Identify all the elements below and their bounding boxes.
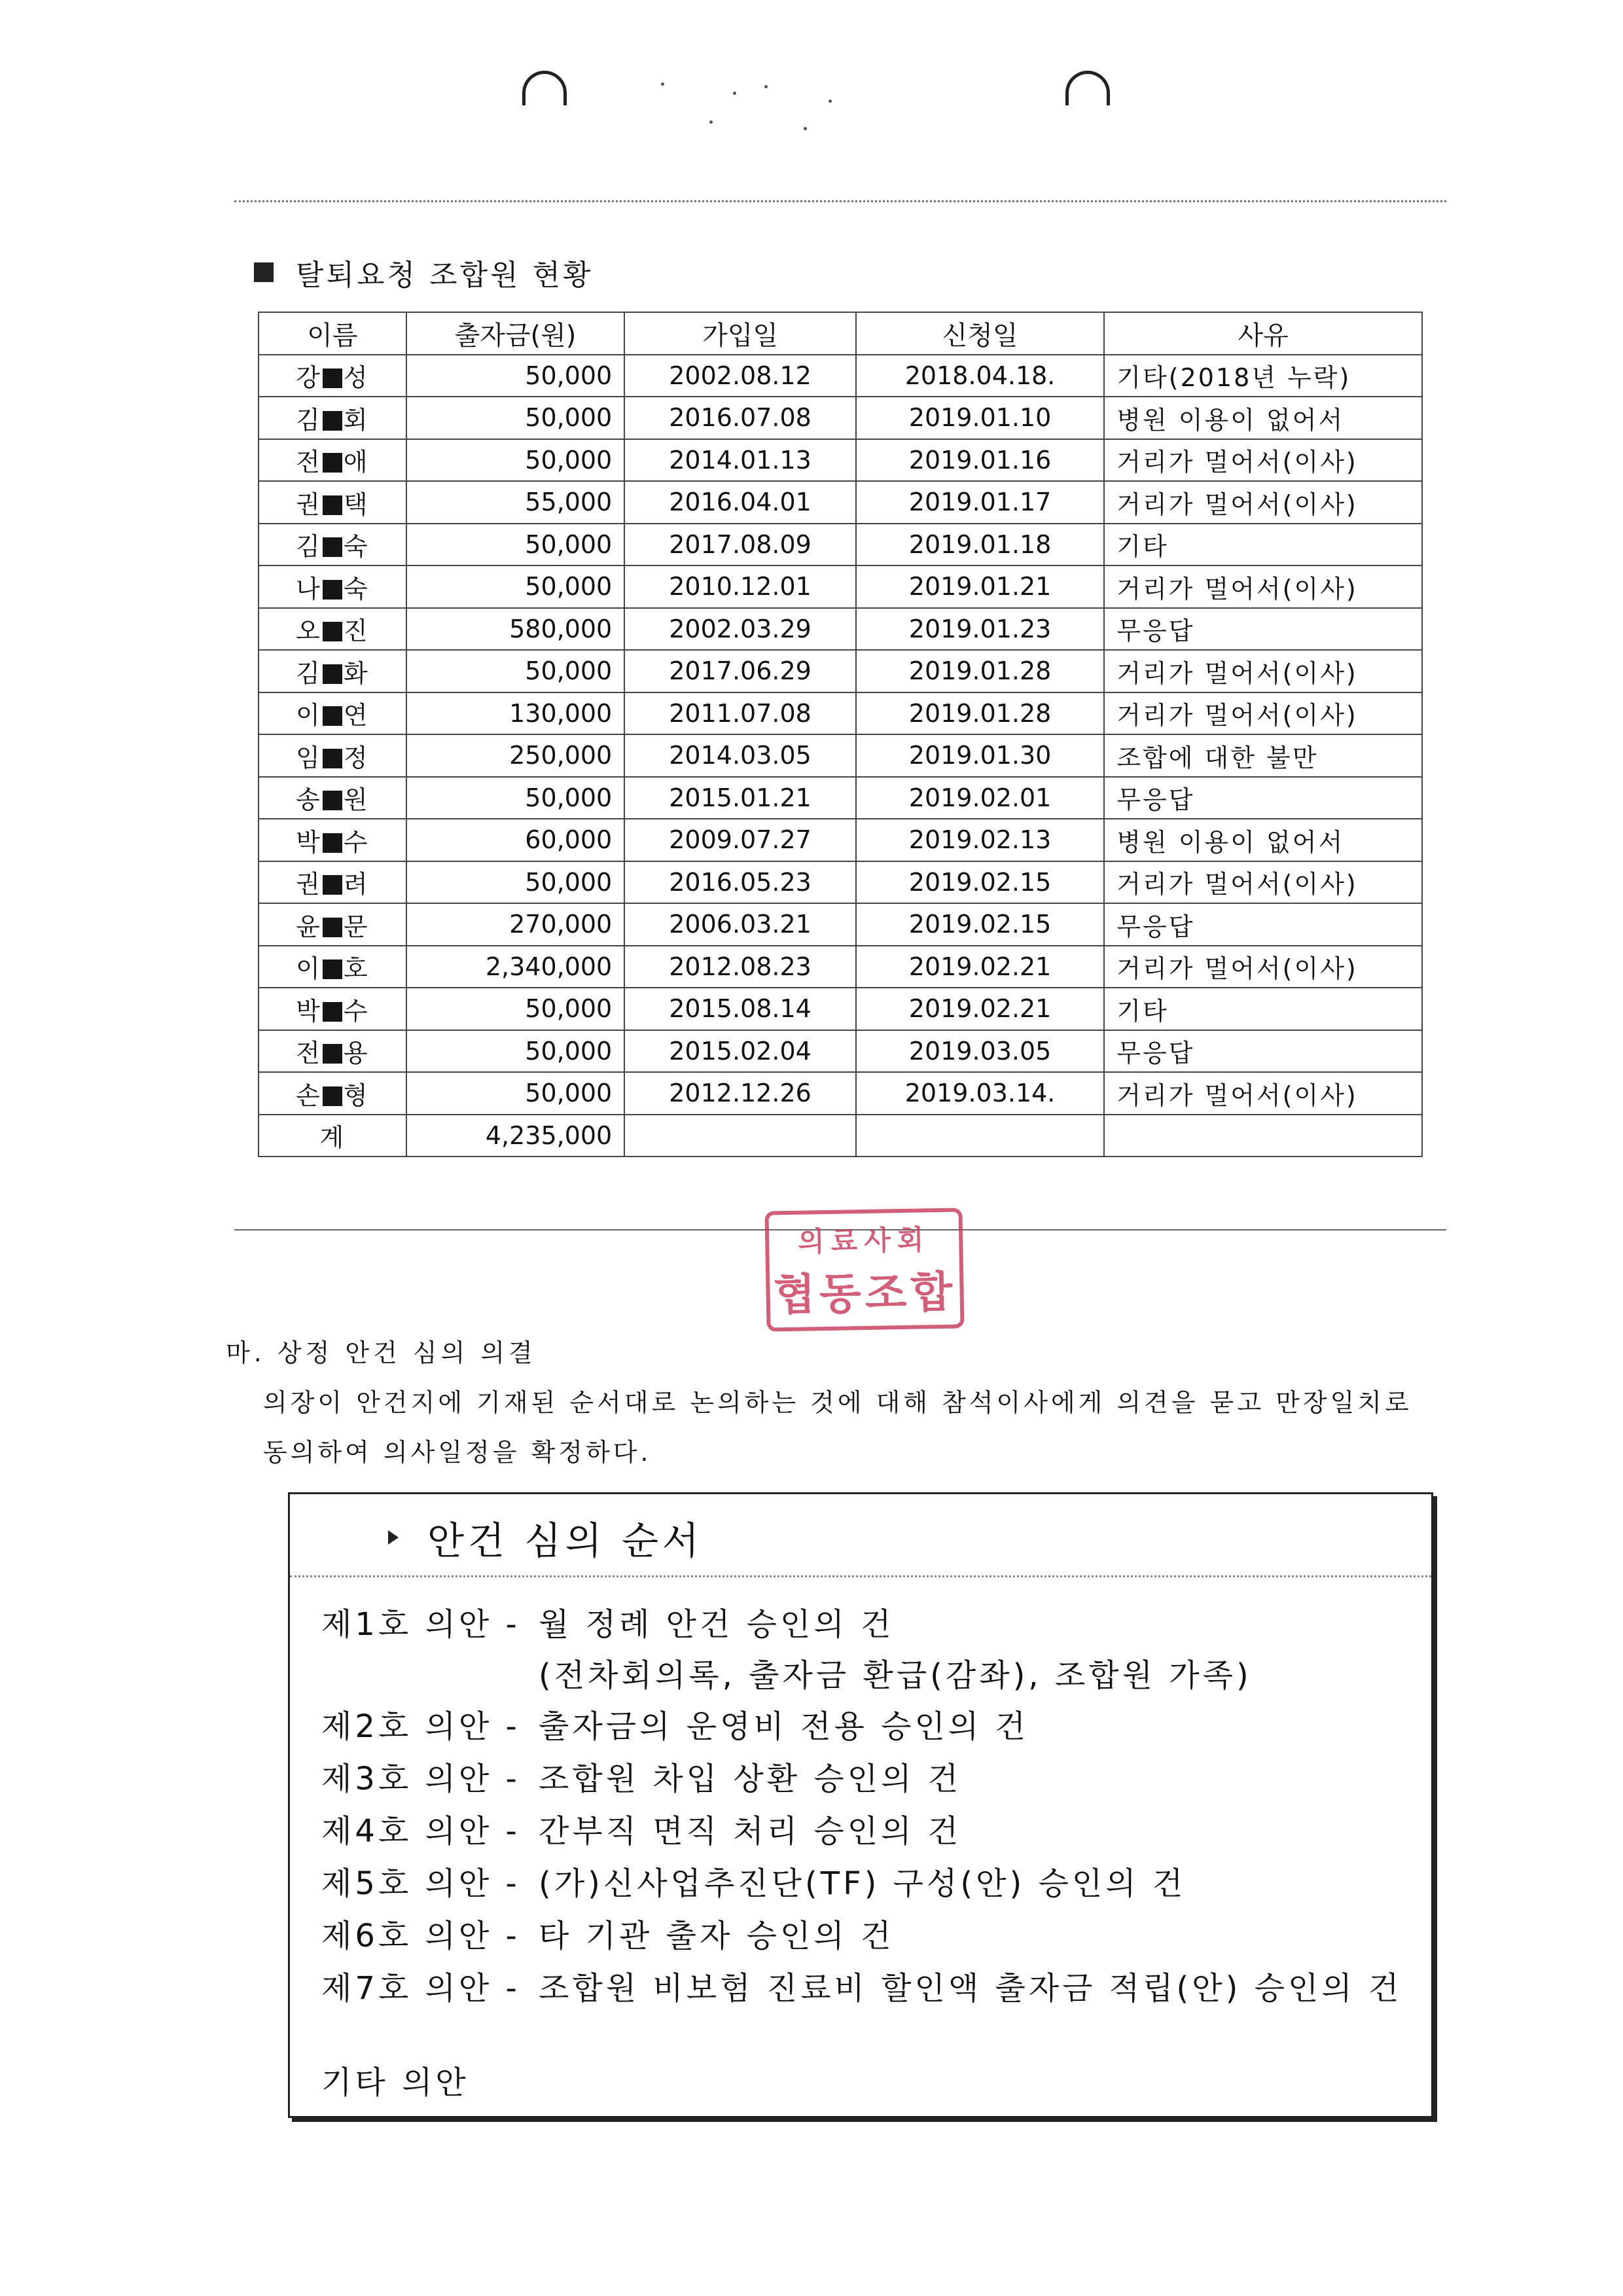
redaction-block xyxy=(323,706,342,726)
member-joined-date: 2010.12.01 xyxy=(624,565,856,608)
member-request-date: 2019.03.14. xyxy=(856,1072,1105,1115)
section-ma-heading: 마. 상정 안건 심의 의결 xyxy=(226,1338,537,1367)
member-amount: 55,000 xyxy=(406,481,625,524)
member-request-date: 2019.01.16 xyxy=(856,439,1105,482)
agenda-item-text: 타 기관 출자 승인의 건 xyxy=(539,1918,895,1954)
section-ma-paragraph-line1: 의장이 안건지에 기재된 순서대로 논의하는 것에 대해 참석이사에게 의견을 묻고 만장일치로 xyxy=(263,1388,1412,1417)
member-name-first: 윤 xyxy=(296,912,321,941)
member-name-first: 전 xyxy=(296,1039,321,1068)
member-name-last: 수 xyxy=(343,996,369,1026)
seal-text-top: 의료사회 xyxy=(797,1223,931,1258)
member-reason: 거리가 멀어서(이사) xyxy=(1104,861,1422,904)
total-empty-cell xyxy=(624,1115,856,1157)
redaction-block xyxy=(323,537,342,557)
member-amount: 50,000 xyxy=(406,861,625,904)
member-name xyxy=(259,988,406,1030)
member-amount: 50,000 xyxy=(406,524,625,566)
member-name xyxy=(259,397,406,439)
member-reason: 거리가 멀어서(이사) xyxy=(1104,439,1422,482)
member-amount: 130,000 xyxy=(406,692,625,735)
member-reason: 무응답 xyxy=(1104,608,1422,651)
withdrawal-members-table xyxy=(258,312,1423,1157)
member-amount: 270,000 xyxy=(406,903,625,946)
square-bullet-icon xyxy=(254,262,274,282)
agenda-item-1-detail: (전차회의록, 출자금 환급(감좌), 조합원 가족) xyxy=(539,1657,1252,1694)
member-name-last: 수 xyxy=(343,827,369,857)
agenda-item-text: 간부직 면직 처리 승인의 건 xyxy=(539,1813,962,1850)
member-name-last: 숙 xyxy=(343,574,369,603)
member-joined-date: 2015.08.14 xyxy=(624,988,856,1030)
member-amount: 60,000 xyxy=(406,819,625,861)
agenda-title-text: 안건 심의 순서 xyxy=(427,1518,704,1563)
member-amount: 250,000 xyxy=(406,734,625,777)
member-name-last: 문 xyxy=(343,912,369,941)
member-name-first: 송 xyxy=(296,785,321,815)
member-name-last: 연 xyxy=(343,701,369,730)
member-name-last: 호 xyxy=(343,954,369,984)
member-request-date: 2019.02.21 xyxy=(856,946,1105,988)
table-row xyxy=(259,439,1422,482)
table-row xyxy=(259,481,1422,524)
member-name-last: 정 xyxy=(343,743,369,772)
member-name-first: 권 xyxy=(296,490,321,519)
redaction-block xyxy=(323,749,342,768)
member-name xyxy=(259,903,406,946)
agenda-item-number: 제5호 의안 - xyxy=(321,1865,520,1902)
member-name xyxy=(259,524,406,566)
member-joined-date: 2012.08.23 xyxy=(624,946,856,988)
table-row xyxy=(259,692,1422,735)
member-request-date: 2019.01.17 xyxy=(856,481,1105,524)
table-row xyxy=(259,650,1422,692)
member-name xyxy=(259,650,406,692)
member-name-first: 이 xyxy=(296,954,321,984)
agenda-item-text: 조합원 비보험 진료비 할인액 출자금 적립(안) 승인의 건 xyxy=(539,1970,1402,2007)
member-request-date: 2019.01.21 xyxy=(856,565,1105,608)
member-joined-date: 2016.05.23 xyxy=(624,861,856,904)
member-reason: 병원 이용이 없어서 xyxy=(1104,819,1422,861)
member-name-last: 려 xyxy=(343,870,369,899)
member-name xyxy=(259,608,406,651)
redaction-block xyxy=(323,875,342,895)
member-name-last: 성 xyxy=(343,363,369,393)
member-reason: 거리가 멀어서(이사) xyxy=(1104,481,1422,524)
table-total-row xyxy=(259,1115,1422,1157)
table-row xyxy=(259,524,1422,566)
member-amount: 50,000 xyxy=(406,397,625,439)
member-name-last: 회 xyxy=(343,405,369,435)
member-name-first: 김 xyxy=(296,658,321,688)
member-name xyxy=(259,565,406,608)
member-name xyxy=(259,481,406,524)
member-name-last: 형 xyxy=(343,1081,369,1110)
member-joined-date: 2006.03.21 xyxy=(624,903,856,946)
header-requested: 신청일 xyxy=(856,312,1105,355)
member-reason: 기타 xyxy=(1104,524,1422,566)
redaction-block xyxy=(323,1044,342,1064)
top-divider xyxy=(234,200,1446,202)
agenda-box xyxy=(288,1492,1433,2118)
cooperative-seal-stamp xyxy=(764,1208,964,1331)
redaction-block xyxy=(323,833,342,853)
member-reason: 거리가 멀어서(이사) xyxy=(1104,1072,1422,1115)
table-row xyxy=(259,355,1422,397)
member-name-first: 나 xyxy=(296,574,321,603)
member-name-first: 박 xyxy=(296,827,321,857)
redaction-block xyxy=(323,918,342,937)
member-amount: 50,000 xyxy=(406,650,625,692)
header-amount: 출자금(원) xyxy=(406,312,625,355)
member-name-last: 진 xyxy=(343,617,369,646)
scan-speck xyxy=(661,82,664,86)
member-request-date: 2019.03.05 xyxy=(856,1030,1105,1073)
member-name-first: 김 xyxy=(296,532,321,562)
redaction-block xyxy=(323,622,342,641)
table-row xyxy=(259,397,1422,439)
member-name-first: 오 xyxy=(296,617,321,646)
member-joined-date: 2011.07.08 xyxy=(624,692,856,735)
member-reason: 거리가 멀어서(이사) xyxy=(1104,650,1422,692)
member-joined-date: 2009.07.27 xyxy=(624,819,856,861)
total-empty-cell xyxy=(856,1115,1105,1157)
table-row xyxy=(259,903,1422,946)
member-request-date: 2019.01.10 xyxy=(856,397,1105,439)
scan-speck xyxy=(764,85,768,88)
agenda-item-number: 제2호 의안 - xyxy=(321,1708,520,1745)
member-request-date: 2019.01.23 xyxy=(856,608,1105,651)
member-amount: 580,000 xyxy=(406,608,625,651)
member-name-last: 원 xyxy=(343,785,369,815)
member-name-last: 화 xyxy=(343,658,369,688)
header-reason: 사유 xyxy=(1104,312,1422,355)
member-amount: 50,000 xyxy=(406,1030,625,1073)
member-name-first: 이 xyxy=(296,701,321,730)
table-row xyxy=(259,819,1422,861)
member-name-last: 숙 xyxy=(343,532,369,562)
table-row xyxy=(259,777,1422,819)
member-joined-date: 2017.08.09 xyxy=(624,524,856,566)
member-request-date: 2019.02.15 xyxy=(856,903,1105,946)
redaction-block xyxy=(323,368,342,388)
table-row xyxy=(259,1030,1422,1073)
member-name xyxy=(259,734,406,777)
agenda-item-4 xyxy=(321,1806,961,1851)
agenda-item-text: 월 정례 안건 승인의 건 xyxy=(539,1606,895,1643)
table-row xyxy=(259,861,1422,904)
member-name xyxy=(259,819,406,861)
member-name-first: 김 xyxy=(296,405,321,435)
redaction-block xyxy=(323,791,342,810)
agenda-other-items: 기타 의안 xyxy=(321,2064,469,2101)
agenda-item-1 xyxy=(321,1599,894,1644)
total-label: 계 xyxy=(259,1115,406,1157)
member-reason: 무응답 xyxy=(1104,1030,1422,1073)
agenda-item-number: 제3호 의안 - xyxy=(321,1761,520,1797)
redaction-block xyxy=(323,1002,342,1022)
punch-hole-right xyxy=(1065,71,1110,105)
member-request-date: 2019.01.30 xyxy=(856,734,1105,777)
member-reason: 무응답 xyxy=(1104,903,1422,946)
member-name xyxy=(259,439,406,482)
agenda-item-number: 제7호 의안 - xyxy=(321,1970,520,2007)
total-empty-cell xyxy=(1104,1115,1422,1157)
member-amount: 50,000 xyxy=(406,439,625,482)
agenda-item-6 xyxy=(321,1910,894,1956)
redaction-block xyxy=(323,664,342,684)
member-name xyxy=(259,355,406,397)
redaction-block xyxy=(323,1086,342,1106)
member-request-date: 2019.01.28 xyxy=(856,650,1105,692)
member-joined-date: 2015.01.21 xyxy=(624,777,856,819)
member-joined-date: 2002.03.29 xyxy=(624,608,856,651)
member-name-first: 임 xyxy=(296,743,321,772)
table-row xyxy=(259,1072,1422,1115)
punch-hole-left xyxy=(522,71,567,105)
agenda-item-text: 출자금의 운영비 전용 승인의 건 xyxy=(539,1708,1029,1745)
member-name-first: 전 xyxy=(296,448,321,477)
redaction-block xyxy=(323,495,342,515)
member-name-last: 용 xyxy=(343,1039,369,1068)
member-request-date: 2019.02.15 xyxy=(856,861,1105,904)
member-name-first: 권 xyxy=(296,870,321,899)
scan-speck xyxy=(709,120,713,124)
member-joined-date: 2017.06.29 xyxy=(624,650,856,692)
member-amount: 50,000 xyxy=(406,1072,625,1115)
member-amount: 50,000 xyxy=(406,777,625,819)
member-joined-date: 2015.02.04 xyxy=(624,1030,856,1073)
section-ma-paragraph-line2: 동의하여 의사일정을 확정하다. xyxy=(263,1438,652,1467)
redaction-block xyxy=(323,960,342,979)
member-request-date: 2019.01.18 xyxy=(856,524,1105,566)
member-name-first: 손 xyxy=(296,1081,321,1110)
member-name xyxy=(259,861,406,904)
member-name-last: 애 xyxy=(343,448,369,477)
agenda-item-number: 제4호 의안 - xyxy=(321,1813,520,1850)
agenda-item-7 xyxy=(321,1963,1402,2008)
seal-text-bottom: 협동조합 xyxy=(773,1266,957,1320)
member-joined-date: 2014.03.05 xyxy=(624,734,856,777)
member-name-first: 박 xyxy=(296,996,321,1026)
agenda-item-number: 제1호 의안 - xyxy=(321,1606,520,1643)
header-joined: 가입일 xyxy=(624,312,856,355)
member-joined-date: 2014.01.13 xyxy=(624,439,856,482)
member-request-date: 2018.04.18. xyxy=(856,355,1105,397)
table-row xyxy=(259,565,1422,608)
member-name-last: 택 xyxy=(343,490,369,519)
table-header-row xyxy=(259,312,1422,355)
member-request-date: 2019.01.28 xyxy=(856,692,1105,735)
member-joined-date: 2012.12.26 xyxy=(624,1072,856,1115)
table-row xyxy=(259,608,1422,651)
member-name xyxy=(259,777,406,819)
section-title-text: 탈퇴요청 조합원 현황 xyxy=(296,259,594,292)
section-title xyxy=(254,251,594,293)
agenda-item-number: 제6호 의안 - xyxy=(321,1918,520,1954)
member-reason: 기타 xyxy=(1104,988,1422,1030)
member-name-first: 강 xyxy=(296,363,321,393)
member-reason: 거리가 멀어서(이사) xyxy=(1104,692,1422,735)
member-amount: 50,000 xyxy=(406,355,625,397)
member-request-date: 2019.02.21 xyxy=(856,988,1105,1030)
member-name xyxy=(259,946,406,988)
member-reason: 무응답 xyxy=(1104,777,1422,819)
member-joined-date: 2002.08.12 xyxy=(624,355,856,397)
scan-speck xyxy=(733,92,736,95)
agenda-divider xyxy=(290,1575,1431,1577)
member-joined-date: 2016.07.08 xyxy=(624,397,856,439)
agenda-item-text: 조합원 차입 상환 승인의 건 xyxy=(539,1761,962,1797)
member-reason: 거리가 멀어서(이사) xyxy=(1104,565,1422,608)
member-request-date: 2019.02.01 xyxy=(856,777,1105,819)
member-name xyxy=(259,1030,406,1073)
scan-speck xyxy=(829,99,832,103)
member-request-date: 2019.02.13 xyxy=(856,819,1105,861)
agenda-item-text: (가)신사업추진단(TF) 구성(안) 승인의 건 xyxy=(539,1865,1186,1902)
agenda-item-5 xyxy=(321,1858,1186,1903)
table-row xyxy=(259,988,1422,1030)
triangle-bullet-icon xyxy=(388,1530,399,1545)
member-reason: 거리가 멀어서(이사) xyxy=(1104,946,1422,988)
agenda-item-3 xyxy=(321,1753,961,1799)
table-row xyxy=(259,946,1422,988)
agenda-title xyxy=(388,1510,703,1565)
member-reason: 조합에 대한 불만 xyxy=(1104,734,1422,777)
member-amount: 50,000 xyxy=(406,565,625,608)
table-row xyxy=(259,734,1422,777)
agenda-item-2 xyxy=(321,1701,1029,1746)
member-reason: 기타(2018년 누락) xyxy=(1104,355,1422,397)
member-amount: 50,000 xyxy=(406,988,625,1030)
member-amount: 2,340,000 xyxy=(406,946,625,988)
member-joined-date: 2016.04.01 xyxy=(624,481,856,524)
total-amount: 4,235,000 xyxy=(406,1115,625,1157)
member-name xyxy=(259,692,406,735)
redaction-block xyxy=(323,453,342,473)
member-name xyxy=(259,1072,406,1115)
redaction-block xyxy=(323,411,342,431)
header-name: 이름 xyxy=(259,312,406,355)
member-reason: 병원 이용이 없어서 xyxy=(1104,397,1422,439)
redaction-block xyxy=(323,580,342,600)
scan-speck xyxy=(804,127,807,130)
